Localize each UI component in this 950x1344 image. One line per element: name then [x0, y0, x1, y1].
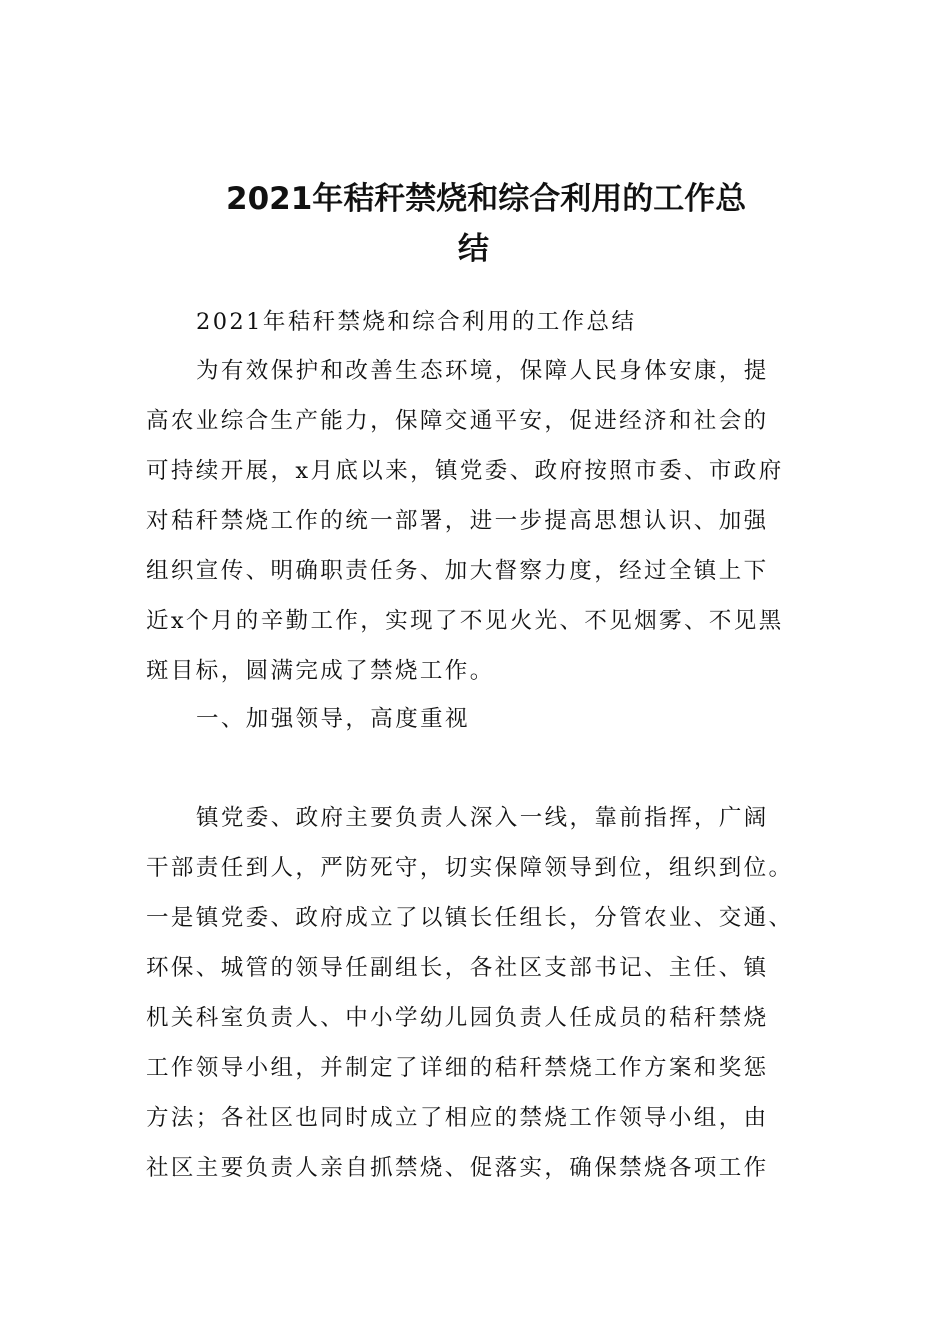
paragraph-line: 组织宣传、明确职责任务、加大督察力度，经过全镇上下	[146, 558, 769, 584]
paragraph-line: 镇党委、政府主要负责人深入一线，靠前指挥，广阔	[196, 805, 769, 831]
section-heading-text: 一、加强领导，高度重视	[196, 706, 470, 732]
title-line-1: 2021年秸秆禁烧和综合利用的工作总	[226, 181, 747, 217]
subtitle-text: 2021年秸秆禁烧和综合利用的工作总结	[196, 309, 637, 335]
paragraph-line: 高农业综合生产能力，保障交通平安，促进经济和社会的	[146, 408, 769, 434]
intro-paragraph	[146, 346, 816, 696]
paragraph-line: 环保、城管的领导任副组长，各社区支部书记、主任、镇	[146, 955, 769, 981]
paragraph-line: 机关科室负责人、中小学幼儿园负责人任成员的秸秆禁烧	[146, 1005, 769, 1031]
paragraph-line: 方法；各社区也同时成立了相应的禁烧工作领导小组，由	[146, 1105, 769, 1131]
paragraph-line: 近x个月的辛勤工作，实现了不见火光、不见烟雾、不见黑	[146, 608, 784, 634]
document-subtitle	[146, 297, 816, 347]
document-title	[150, 174, 840, 274]
paragraph-line: 社区主要负责人亲自抓禁烧、促落实，确保禁烧各项工作	[146, 1155, 769, 1181]
title-line-2: 结	[458, 231, 489, 267]
paragraph-line: 为有效保护和改善生态环境，保障人民身体安康，提	[196, 358, 769, 384]
paragraph-line: 对秸秆禁烧工作的统一部署，进一步提高思想认识、加强	[146, 508, 769, 534]
paragraph-line: 一是镇党委、政府成立了以镇长任组长，分管农业、交通、	[146, 905, 794, 931]
paragraph-line: 干部责任到人，严防死守，切实保障领导到位，组织到位。	[146, 855, 794, 881]
paragraph-line: 工作领导小组，并制定了详细的秸秆禁烧工作方案和奖惩	[146, 1055, 769, 1081]
section-heading	[146, 694, 816, 744]
paragraph-line: 斑目标，圆满完成了禁烧工作。	[146, 658, 495, 684]
body-paragraph	[146, 793, 816, 1193]
paragraph-line: 可持续开展，x月底以来，镇党委、政府按照市委、市政府	[146, 458, 784, 484]
